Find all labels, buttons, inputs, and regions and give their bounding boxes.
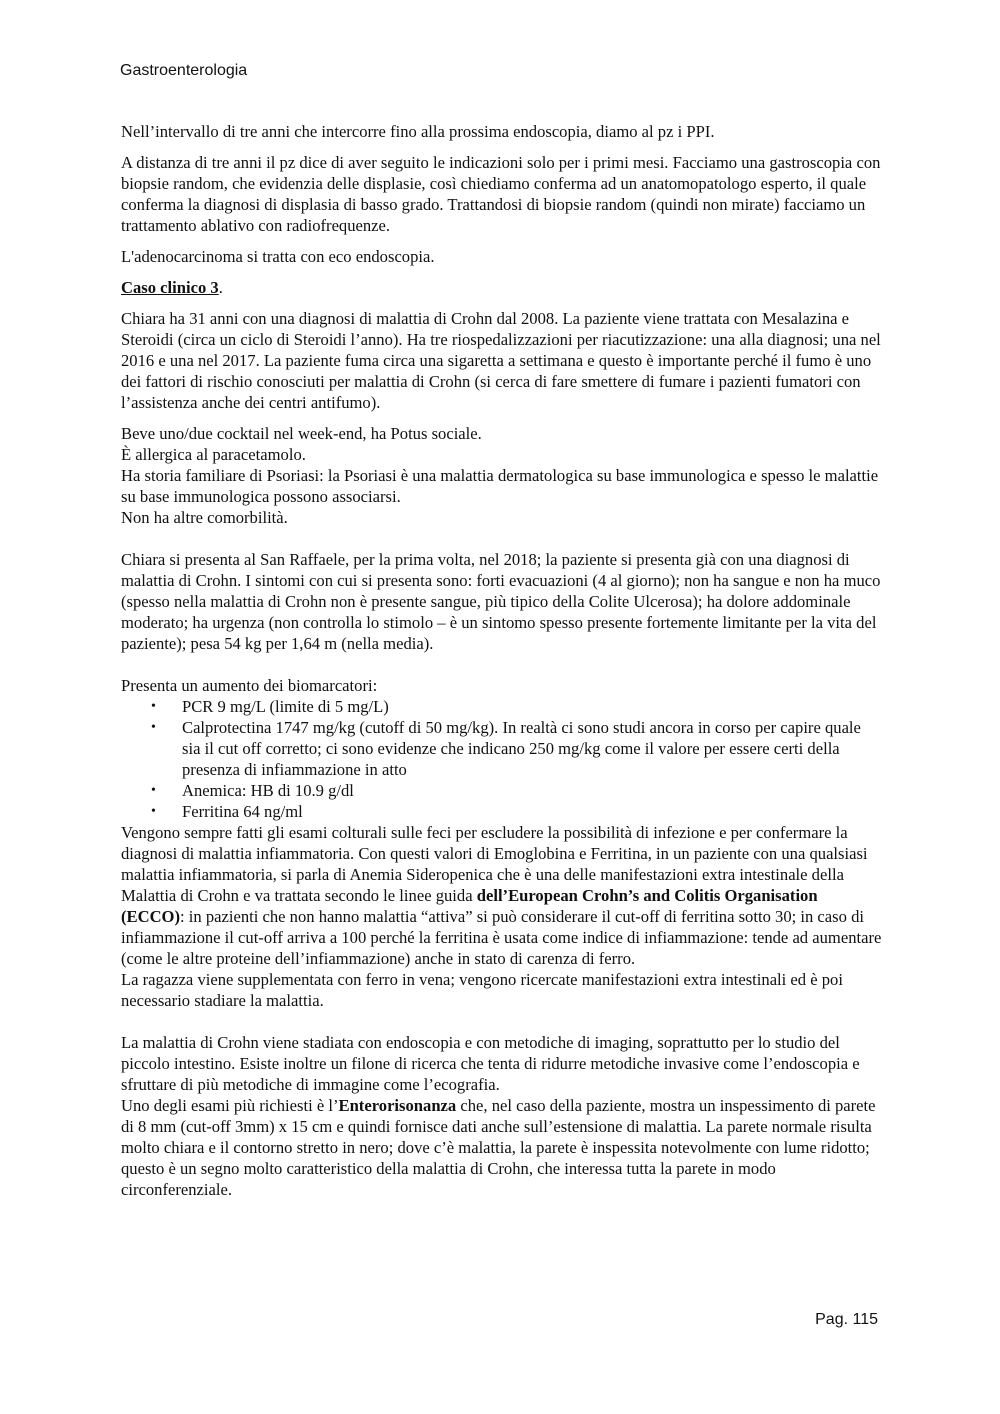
paragraph: L'adenocarcinoma si tratta con eco endoscopia. [121, 247, 435, 266]
patient-history [121, 423, 883, 528]
list-item: • Ferritina 64 ng/ml [151, 802, 303, 821]
bullet-icon: • [151, 804, 156, 819]
biomarkers-list [121, 696, 883, 822]
ecco-bold: dell’European Crohn’s and Colitis Organisation (ECCO) [121, 886, 818, 926]
paragraph: A distanza di tre anni il pz dice di aver seguito le indicazioni solo per i primi mesi. Facciamo una gastroscopia con biopsie random, che evidenzia delle displasie, così chiediamo conferma ad un anatomopatologo esperto, il quale conferma la diagnosi di displasia di basso grado. Trattandosi di biopsie random (quindi non mirate) facciamo un trattamento ablativo con radiofrequenze. [121, 153, 881, 235]
paragraph: La ragazza viene supplementata con ferro in vena; vengono ricercate manifestazioni extra intestinali ed è poi necessario stadiare la malattia. [121, 970, 843, 1010]
enterorisonanza-bold: Enterorisonanza [338, 1096, 457, 1115]
history-line: Non ha altre comorbilità. [121, 508, 288, 527]
case-heading: Caso clinico 3 [121, 278, 219, 297]
bullet-icon: • [151, 783, 156, 798]
history-line: È allergica al paracetamolo. [121, 445, 306, 464]
paragraph: Vengono sempre fatti gli esami colturali sulle feci per escludere la possibilità di infezione e per confermare la diagnosi di malattia infiammatoria. Con questi valori di Emoglobina e Ferritina, in un paziente con una qualsiasi malattia infiammatoria, si parla di Anemia Sideropenica che è una delle manifestazioni extra intestinale della Malattia di Crohn e va trattata secondo le linee guida dell’European Crohn’s and Colitis Organisation (ECCO): in pazienti che non hanno malattia “attiva” si può considerare il cut-off di ferritina sotto 30; in caso di infiammazione il cut-off arriva a 100 perché la ferritina è usata come indice di infiammazione: tende ad aumentare (come le altre proteine dell’infiammazione) anche in stato di carenza di ferro. [121, 823, 882, 968]
running-header: Gastroenterologia [120, 62, 248, 79]
paragraph: La malattia di Crohn viene stadiata con endoscopia e con metodiche di imaging, soprattutto per lo studio del piccolo intestino. Esiste inoltre un filone di ricerca che tenta di ridurre metodiche invasive come l’endoscopia e sfruttare di più metodiche di immagine come l’ecografia. [121, 1033, 860, 1094]
paragraph: Nell’intervallo di tre anni che intercorre fino alla prossima endoscopia, diamo al pz i PPI. [121, 122, 715, 141]
paragraph: Chiara ha 31 anni con una diagnosi di malattia di Crohn dal 2008. La paziente viene trattata con Mesalazina e Steroidi (circa un ciclo di Steroidi l’anno). Ha tre riospedalizzazioni per riacutizzazione: una alla diagnosi; una nel 2016 e una nel 2017. La paziente fuma circa una sigaretta a settimana e questo è importante perché il fumo è uno dei fattori di rischio conosciuti per malattia di Crohn (si cerca di fare smettere di fumare i pazienti fumatori con l’assistenza anche dei centri antifumo). [121, 309, 881, 412]
paragraph: Chiara si presenta al San Raffaele, per la prima volta, nel 2018; la paziente si presenta già con una diagnosi di malattia di Crohn. I sintomi con cui si presenta sono: forti evacuazioni (4 al giorno); non ha sangue e non ha muco (spesso nella malattia di Crohn non è presente sangue, più tipico della Colite Ulcerosa); ha dolore addominale moderato; ha urgenza (non controlla lo stimolo – è un sintomo spesso presente fortemente limitante per la vita del paziente); pesa 54 kg per 1,64 m (nella media). [121, 550, 881, 653]
list-item: • PCR 9 mg/L (limite di 5 mg/L) [151, 697, 389, 716]
bullet-icon: • [151, 699, 156, 714]
page-number: Pag. 115 [815, 1311, 878, 1328]
paragraph: Uno degli esami più richiesti è l’Enterorisonanza che, nel caso della paziente, mostra un inspessimento di parete di 8 mm (cut-off 3mm) x 15 cm e quindi fornisce dati anche sull’estensione di malattia. La parete normale risulta molto chiara e il contorno stretto in nero; dove c’è malattia, la parete è inspessita notevolmente con lume ridotto; questo è un segno molto caratteristico della malattia di Crohn, che interessa tutta la parete in modo circonferenziale. [121, 1096, 876, 1199]
biomarkers-intro: Presenta un aumento dei biomarcatori: [121, 676, 378, 695]
case-heading-suffix: . [218, 278, 223, 297]
section-heading [121, 277, 883, 298]
list-item: • Calprotectina 1747 mg/kg (cutoff di 50 mg/kg). In realtà ci sono studi ancora in corso per capire quale sia il cut off corretto; ci sono evidenze che indicano 250 mg/kg come il valore per essere certi della presenza di infiammazione in atto [151, 718, 861, 779]
list-item: • Anemica: HB di 10.9 g/dl [151, 781, 354, 800]
page-body [121, 121, 883, 1200]
history-line: Ha storia familiare di Psoriasi: la Psoriasi è una malattia dermatologica su base immunologica e spesso le malattie su base immunologica possono associarsi. [121, 466, 879, 506]
history-line: Beve uno/due cocktail nel week-end, ha Potus sociale. [121, 424, 482, 443]
bullet-icon: • [151, 720, 156, 735]
